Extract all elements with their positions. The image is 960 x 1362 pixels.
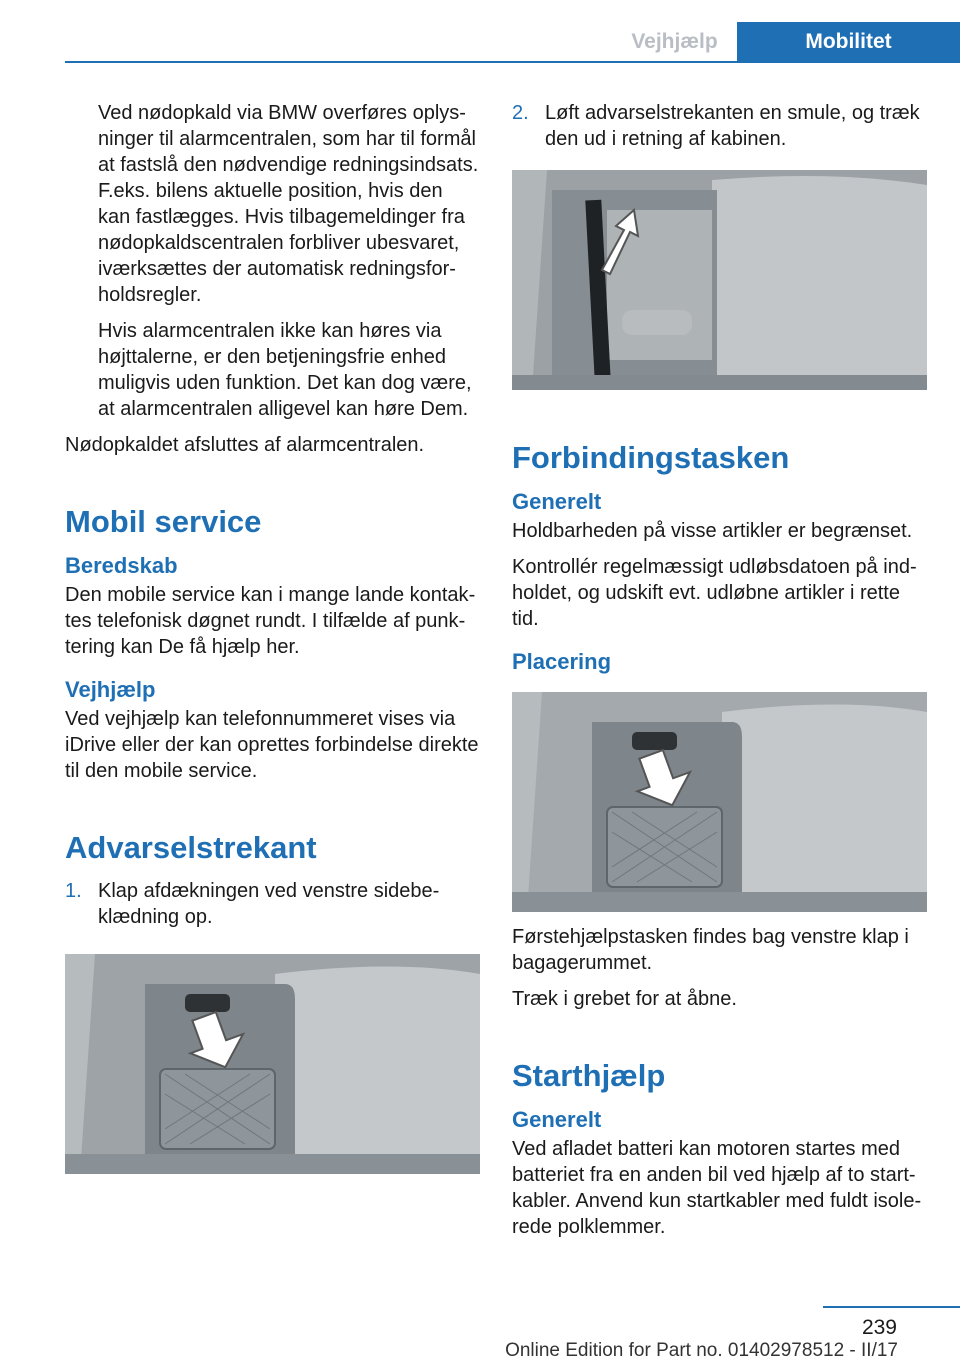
- heading-vejhjaelp: Vejhjælp: [65, 677, 156, 702]
- step-2-number: 2.: [512, 102, 529, 124]
- step-1: [65, 878, 480, 930]
- heading-forbindingstasken: Forbindingstasken: [512, 440, 790, 475]
- step-1-number: 1.: [65, 880, 82, 902]
- speaker-paragraph: Hvis alarmcentralen ikke kan høres via højttalerne, er den betjeningsfrie enhed muligvis uden funktion. Det kan dog være, at alarmcentralen alligevel kan høre Dem.: [98, 320, 472, 420]
- figure-warning-triangle: [512, 170, 927, 390]
- generelt-1-paragraph-b: Kontrollér regelmæssigt udløbsdatoen på indholdet, og udskift evt. udløbne artikler i rette tid.: [512, 556, 917, 630]
- edition-footer: Online Edition for Part no. 01402978512 - II/17: [505, 1340, 898, 1361]
- heading-starthjaelp: Starthjælp: [512, 1058, 666, 1093]
- starthjaelp-paragraph: Ved afladet batteri kan motoren startes med batteriet fra en anden bil ved hjælp af to startkabler. Anvend kun startkabler med fuldt isolerede polklemmer.: [512, 1138, 922, 1238]
- call-end-paragraph: Nødopkaldet afsluttes af alarmcentralen.: [65, 434, 425, 456]
- step-1-text: Klap afdækningen ved venstre sidebeklædning op.: [98, 880, 440, 928]
- right-column: [512, 100, 927, 1250]
- footer-rule: [823, 1306, 960, 1308]
- page-number: 239: [861, 1316, 897, 1339]
- header-tab-mobilitet[interactable]: Mobilitet: [737, 22, 960, 62]
- heading-mobil-service: Mobil service: [65, 504, 262, 539]
- heading-advarselstrekant: Advarselstrekant: [65, 830, 317, 865]
- generelt-1-paragraph-a: Holdbarheden på visse artikler er begrænset.: [512, 520, 913, 542]
- heading-beredskab: Beredskab: [65, 553, 178, 578]
- step-2: [512, 100, 927, 152]
- placering-paragraph-2: Træk i grebet for at åbne.: [512, 988, 737, 1010]
- vejhjaelp-paragraph: Ved vejhjælp kan telefonnummeret vises via iDrive eller der kan oprettes forbindelse direkte til den mobile service.: [65, 708, 479, 782]
- step-2-text: Løft advarselstrekanten en smule, og træk den ud i retning af kabinen.: [545, 102, 920, 150]
- placering-paragraph-1: Førstehjælpstasken findes bag venstre klap i bagagerummet.: [512, 926, 909, 974]
- heading-generelt-2: Generelt: [512, 1107, 602, 1132]
- left-column: [65, 100, 480, 1174]
- figure-first-aid-location: [512, 692, 927, 912]
- emergency-call-paragraph: Ved nødopkald via BMW overføres oplysninger til alarmcentralen, som har til formål at fastslå den nødvendige redningsindsats. F.eks. bilens aktuelle position, hvis den kan fastlægges. Hvis tilbagemeldinger fra nødopkaldscentralen forbliver ubesvaret, iværksættes der automatisk redningsforholdsregler.: [98, 102, 479, 306]
- heading-placering: Placering: [512, 649, 612, 674]
- header-rule: [65, 61, 960, 63]
- heading-generelt-1: Generelt: [512, 489, 602, 514]
- figure-side-panel-cover: [65, 954, 480, 1174]
- beredskab-paragraph: Den mobile service kan i mange lande kontaktes telefonisk døgnet rundt. I tilfælde af punktering kan De få hjælp her.: [65, 584, 476, 658]
- header-tab-vejhjaelp[interactable]: Vejhjælp: [631, 30, 718, 53]
